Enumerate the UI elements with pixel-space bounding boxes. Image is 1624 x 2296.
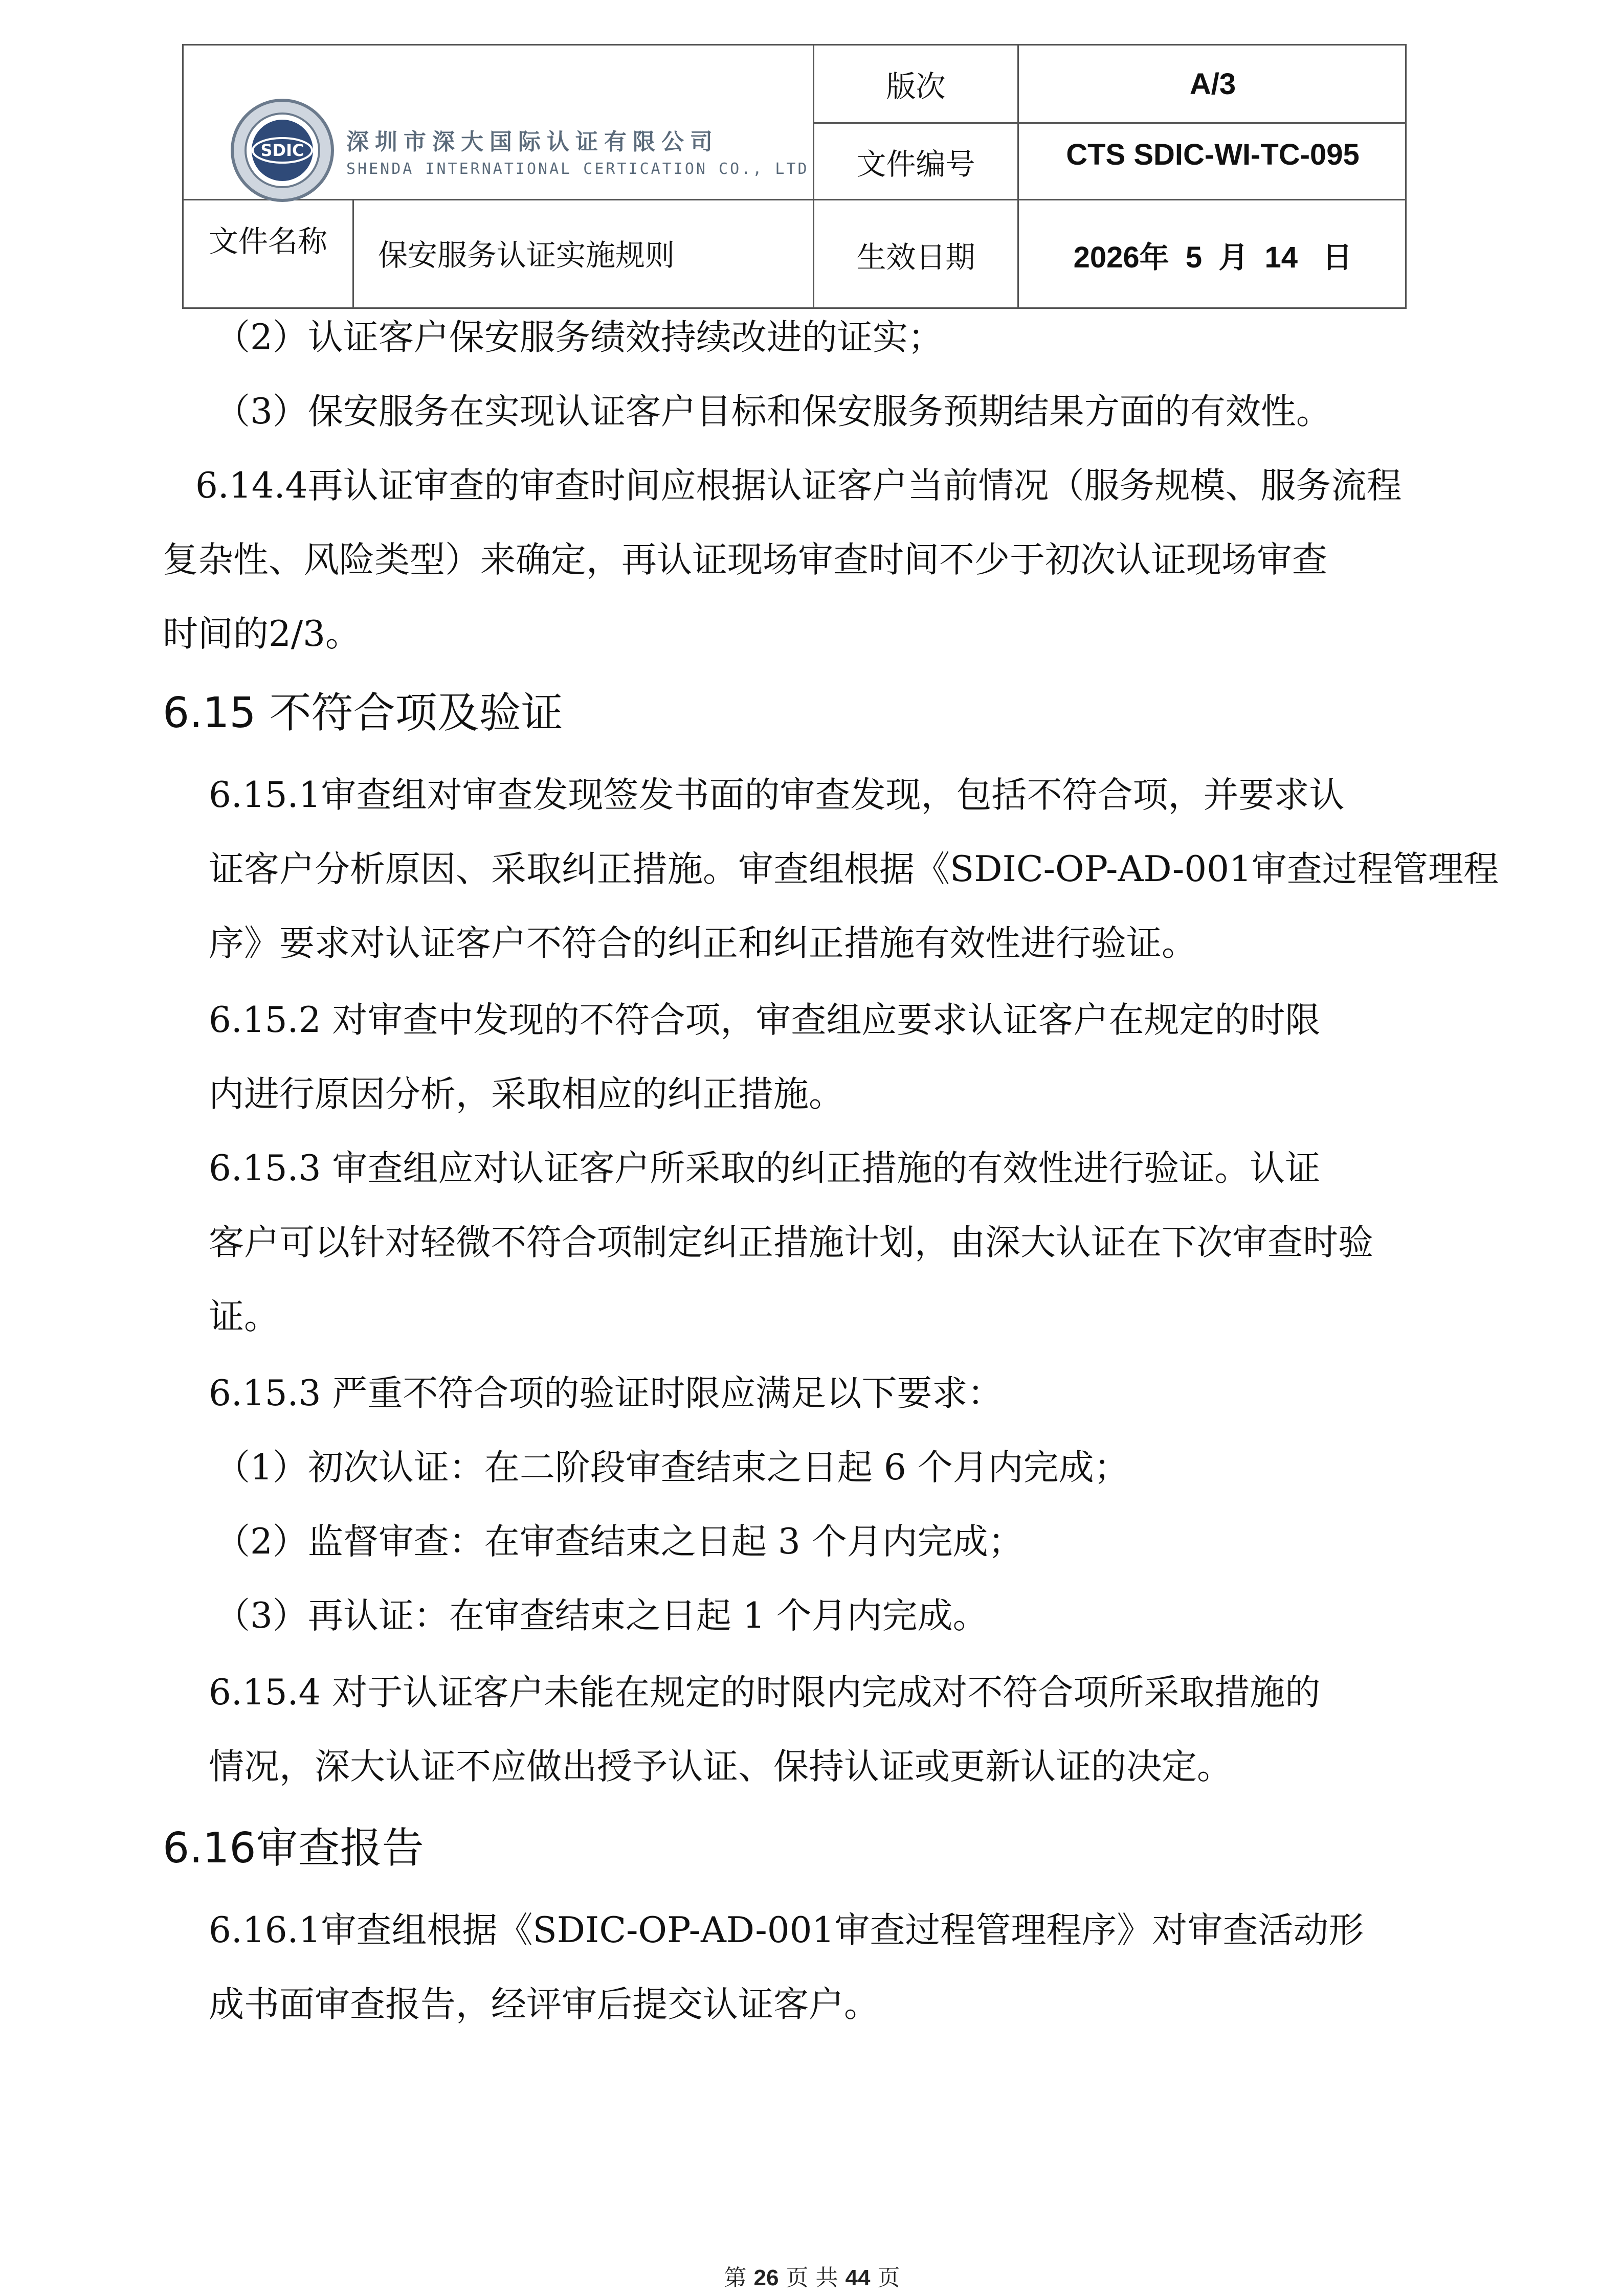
paragraph-line: （1）初次认证：在二阶段审查结束之日起 6 个月内完成； bbox=[215, 1447, 1129, 1488]
doc-name-label: 文件名称 bbox=[208, 224, 327, 259]
company-logo bbox=[229, 76, 809, 219]
total-page-count: 44 bbox=[845, 2265, 871, 2290]
paragraph-line: 6.14.4再认证审查的审查时间应根据认证客户当前情况（服务规模、服务流程 bbox=[195, 465, 1402, 506]
paragraph-line: 时间的2/3。 bbox=[163, 614, 361, 655]
company-name-en: SHENDA INTERNATIONAL CERTICATION CO., LTD bbox=[346, 160, 809, 178]
paragraph-line: 序》要求对认证客户不符合的纠正和纠正措施有效性进行验证。 bbox=[209, 923, 1197, 964]
effective-date-label: 生效日期 bbox=[856, 240, 975, 275]
paragraph-line: 6.15.3 审查组应对认证客户所采取的纠正措施的有效性进行验证。认证 bbox=[209, 1148, 1321, 1189]
doc-number-label: 文件编号 bbox=[856, 146, 975, 182]
section-heading-6-15: 6.15 不符合项及验证 bbox=[163, 689, 563, 737]
company-name-cn: 深圳市深大国际认证有限公司 bbox=[346, 129, 719, 155]
paragraph-line: 6.15.4 对于认证客户未能在规定的时限内完成对不符合项所采取措施的 bbox=[209, 1672, 1321, 1713]
document-header-table bbox=[182, 44, 1407, 309]
effective-date-value: 2026年 5 月 14 日 bbox=[1073, 241, 1352, 274]
paragraph-line: 复杂性、风险类型）来确定，再认证现场审查时间不少于初次认证现场审查 bbox=[163, 539, 1327, 580]
paragraph-line: 证客户分析原因、采取纠正措施。审查组根据《SDIC-OP-AD-001审查过程管理程 bbox=[209, 849, 1499, 890]
current-page-number: 26 bbox=[753, 2265, 779, 2290]
footer-mid: 页 共 bbox=[786, 2265, 838, 2291]
paragraph-line: 6.15.3 严重不符合项的验证时限应满足以下要求： bbox=[209, 1373, 1003, 1414]
version-label: 版次 bbox=[886, 69, 946, 104]
footer-suffix: 页 bbox=[877, 2265, 900, 2291]
paragraph-line: （2）监督审查：在审查结束之日起 3 个月内完成； bbox=[215, 1521, 1024, 1562]
footer-prefix: 第 bbox=[724, 2265, 747, 2291]
paragraph-line: 6.15.1审查组对审查发现签发书面的审查发现，包括不符合项，并要求认 bbox=[209, 775, 1345, 816]
paragraph-line: 证。 bbox=[209, 1296, 279, 1337]
paragraph-line: （3）保安服务在实现认证客户目标和保安服务预期结果方面的有效性。 bbox=[215, 391, 1331, 432]
paragraph-line: 内进行原因分析，采取相应的纠正措施。 bbox=[209, 1074, 844, 1115]
doc-number-value: CTS SDIC-WI-TC-095 bbox=[1066, 138, 1360, 171]
paragraph-line: （3）再认证：在审查结束之日起 1 个月内完成。 bbox=[215, 1595, 988, 1636]
paragraph-line: （2）认证客户保安服务绩效持续改进的证实； bbox=[215, 317, 943, 358]
paragraph-line: 6.16.1审查组根据《SDIC-OP-AD-001审查过程管理程序》对审查活动形 bbox=[209, 1910, 1364, 1951]
svg-text:SDIC: SDIC bbox=[260, 141, 304, 160]
paragraph-line: 客户可以针对轻微不符合项制定纠正措施计划，由深大认证在下次审查时验 bbox=[209, 1222, 1373, 1263]
section-heading-6-16: 6.16审查报告 bbox=[163, 1824, 424, 1873]
paragraph-line: 6.15.2 对审查中发现的不符合项，审查组应要求认证客户在规定的时限 bbox=[209, 1000, 1321, 1041]
paragraph-line: 成书面审查报告，经评审后提交认证客户。 bbox=[209, 1984, 879, 2025]
doc-name-value: 保安服务认证实施规则 bbox=[378, 238, 675, 273]
page-footer bbox=[0, 2259, 1624, 2292]
paragraph-line: 情况，深大认证不应做出授予认证、保持认证或更新认证的决定。 bbox=[209, 1746, 1232, 1787]
version-value: A/3 bbox=[1189, 67, 1236, 101]
sdic-seal-icon bbox=[229, 97, 336, 204]
